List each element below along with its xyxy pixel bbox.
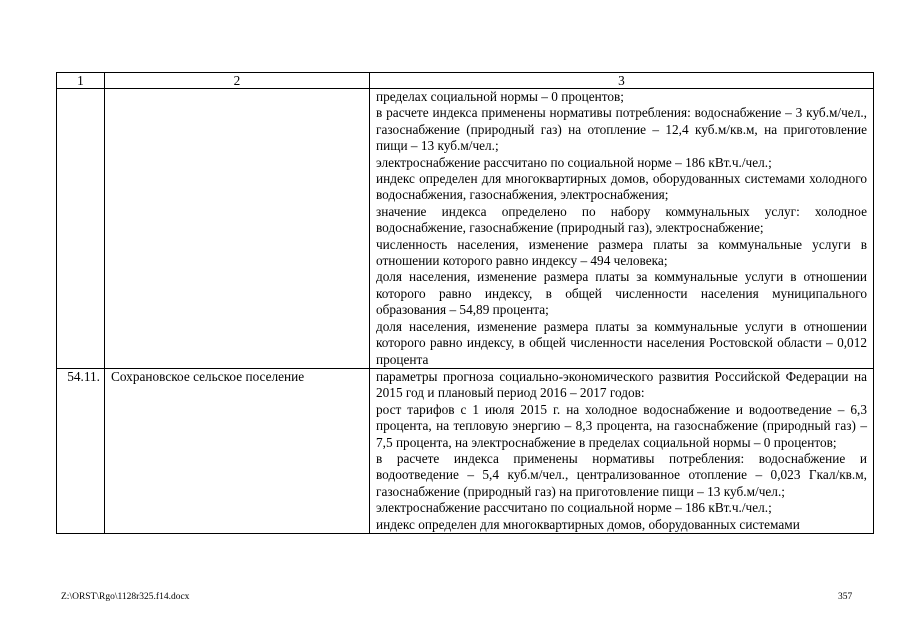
table-row <box>57 89 874 369</box>
header-col-3: 3 <box>370 73 874 89</box>
paragraph: доля населения, изменение размера платы за коммунальные услуги в отношении которого равно индексу, в общей численности населения Ростовской области – 0,012 процента <box>376 318 867 367</box>
municipality-name <box>105 89 370 369</box>
paragraph: индекс определен для многоквартирных домов, оборудованных системами <box>376 516 800 532</box>
municipality-name: Сохрановское сельское поселение <box>105 368 370 533</box>
paragraph: индекс определен для многоквартирных домов, оборудованных системами холодного водоснабжения, газоснабжения, электроснабжения; <box>376 171 867 203</box>
paragraph: доля населения, изменение размера платы за коммунальные услуги в отношении которого равно индексу, в общей численности населения муниципального образования – 54,89 процента; <box>376 269 867 318</box>
paragraph: в расчете индекса применены нормативы потребления: водоснабжение и водоотведение – 5,4 куб.м/чел., централизованное отопление – 0,023 Гкал/кв.м, газоснабжение (природный газ) на приготовление пищи – 13 куб.м/чел.; <box>376 450 867 499</box>
parameters-cell <box>370 368 874 533</box>
paragraph: рост тарифов с 1 июля 2015 г. на холодное водоснабжение и водоотведение – 6,3 процента, на тепловую энергию – 8,3 процента, на газоснабжение (природный газ) – 7,5 процента, на электроснабжение в пределах социальной нормы – 0 процентов; <box>376 401 867 450</box>
table-row <box>57 368 874 533</box>
row-number <box>57 89 105 369</box>
footer-file-path: Z:\ORST\Rgo\1128r325.f14.docx <box>61 592 190 602</box>
header-row <box>57 73 874 89</box>
paragraph: значение индекса определено по набору коммунальных услуг: холодное водоснабжение, газоснабжение (природный газ), электроснабжение; <box>376 203 867 236</box>
paragraph: электроснабжение рассчитано по социальной норме – 186 кВт.ч./чел.; <box>376 154 772 170</box>
paragraph: в расчете индекса применены нормативы потребления: водоснабжение – 3 куб.м/чел., газоснабжение (природный газ) на отопление – 12,4 куб.м/кв.м, на приготовление пищи – 13 куб.м/чел.; <box>376 105 867 154</box>
document-table <box>56 72 874 534</box>
paragraph: параметры прогноза социально-экономического развития Российской Федерации на 2015 год и плановый период 2016 – 2017 годов: <box>376 368 867 401</box>
parameters-cell <box>370 89 874 369</box>
paragraph: пределах социальной нормы – 0 процентов; <box>376 89 625 104</box>
paragraph: численность населения, изменение размера платы за коммунальные услуги в отношении которого равно индексу – 494 человека; <box>376 236 867 269</box>
header-col-1: 1 <box>57 73 105 89</box>
footer-page-number: 357 <box>838 592 853 602</box>
row-number: 54.11. <box>57 368 105 533</box>
paragraph: электроснабжение рассчитано по социальной норме – 186 кВт.ч./чел.; <box>376 500 772 516</box>
header-col-2: 2 <box>105 73 370 89</box>
